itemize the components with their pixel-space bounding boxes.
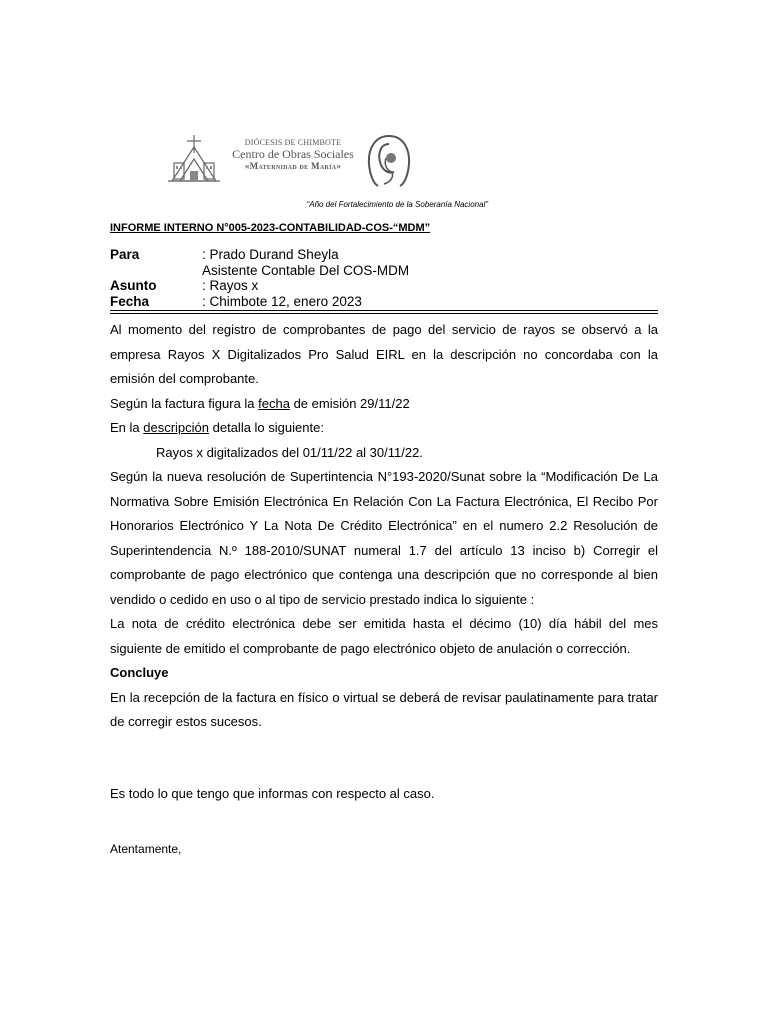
center-name: Centro de Obras Sociales (232, 147, 354, 161)
paragraph-credit-note: La nota de crédito electrónica debe ser emitida hasta el décimo (10) día hábil del mes siguiente de emitido el comprobante de pago electrónico objeto de anulación o corrección. (110, 616, 658, 656)
diocese-emblem-icon (166, 133, 222, 185)
underlined-word: fecha (258, 395, 290, 411)
paragraph-resolution: Según la nueva resolución de Supertintencia N°193-2020/Sunat sobre la “Modificación De La Normativa Sobre Emisión Electrónica En Relación Con La Factura Electrónica, El Recibo Por Honorarios Electrónico Y La Nota De Crédito Electrónica” en el numero 2.2 Resolución de Superintendencia N.º 188-2010/SUNAT numeral 1.7 del artículo 13 inciso b) Corregir el comprobante de pago electrónico que contenga una descripción que no corresponde al bien vendido o cedido en uso o al tipo de servicio prestado indica lo siguiente : (110, 469, 658, 607)
institution-name (228, 138, 358, 171)
closing-line: Es todo lo que tengo que informas con respecto al caso. (110, 786, 435, 801)
year-motto: “Año del Fortalecimiento de la Soberanía Nacional” (306, 200, 488, 209)
conclusion-heading: Concluye (110, 665, 169, 680)
memo-header (110, 247, 658, 309)
paragraph-observation: Al momento del registro de comprobantes de pago del servicio de rayos se observó a la empresa Rayos X Digitalizados Pro Salud EIRL en la descripción no concordaba con la emisión del comprobante. (110, 322, 658, 386)
para-label: Para (110, 247, 140, 262)
virgin-mary-logo-icon (364, 132, 414, 188)
fecha-label: Fecha (110, 293, 150, 309)
diocese-name: DIÓCESIS DE CHIMBOTE (244, 138, 342, 147)
asunto-label: Asunto (110, 278, 157, 293)
asunto-value: : Rayos x (202, 278, 259, 293)
letterhead (166, 130, 416, 190)
divider-line-double (110, 313, 658, 314)
maternity-name: «Maternidad de María» (244, 161, 342, 171)
divider-line (110, 310, 658, 311)
report-body (110, 318, 658, 735)
fecha-value: : Chimbote 12, enero 2023 (202, 293, 362, 309)
sign-off: Atentamente, (110, 842, 182, 856)
underlined-word: descripción (143, 420, 210, 435)
para-value: : Prado Durand Sheyla (202, 247, 339, 262)
para-role: Asistente Contable Del COS-MDM (202, 262, 410, 278)
paragraph-detail: Rayos x digitalizados del 01/11/22 al 30/11/22. (156, 444, 423, 460)
paragraph-invoice-date: Según la factura figura la fecha de emisión 29/11/22 (110, 395, 410, 411)
paragraph-conclusion: En la recepción de la factura en físico o virtual se deberá de revisar paulatinamente para tratar de corregir estos sucesos. (110, 689, 658, 729)
paragraph-description: En la descripción detalla lo siguiente: (110, 420, 324, 435)
report-title: INFORME INTERNO N°005-2023-CONTABILIDAD-COS-“MDM” (110, 222, 431, 234)
